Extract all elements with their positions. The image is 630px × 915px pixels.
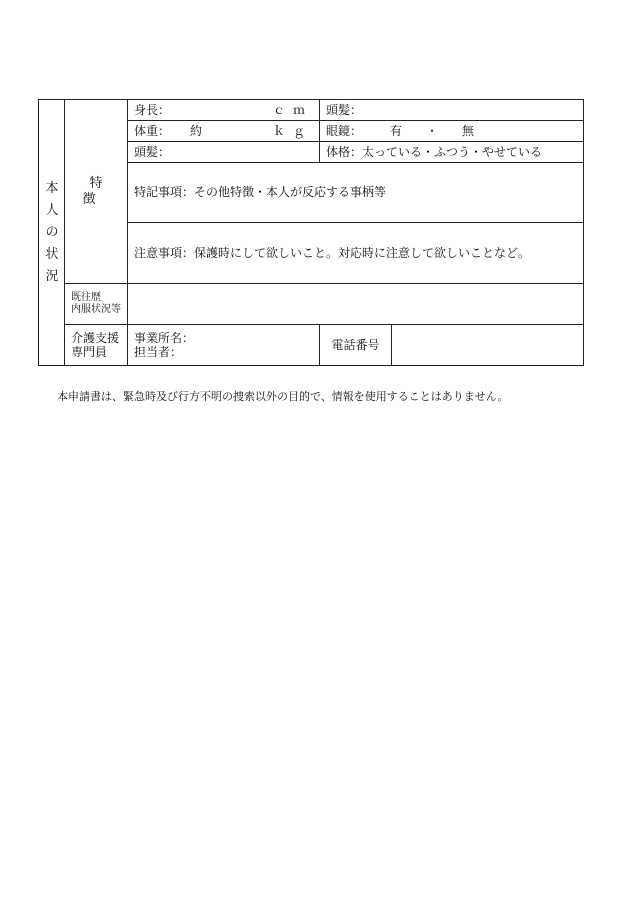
height-field[interactable]: [128, 100, 320, 121]
phone-field[interactable]: [392, 325, 584, 366]
height-label: 身長：: [134, 102, 171, 117]
care-office-field[interactable]: [128, 325, 320, 366]
glasses-no-option[interactable]: 無: [462, 123, 475, 138]
weight-approx: 約: [190, 123, 203, 138]
glasses-field[interactable]: [320, 121, 584, 142]
office-label: 事業所名：: [134, 330, 195, 345]
special-notes-field[interactable]: [128, 163, 584, 223]
history-label-cell: [65, 284, 128, 325]
feature-label: 特徴: [82, 175, 117, 207]
glasses-label: 眼鏡：: [326, 123, 363, 138]
caution-notes-field[interactable]: [128, 223, 584, 284]
person-label: 担当者：: [134, 345, 183, 359]
glasses-separator: ・: [426, 123, 439, 138]
feature-label-cell: [65, 100, 128, 284]
build-options[interactable]: 太っている・ふつう・やせている: [362, 144, 543, 159]
caution-notes-label: 注意事項：保護時にして欲しいこと。対応時に注意して欲しいことなど。: [134, 245, 531, 260]
hair-field-2[interactable]: [128, 142, 320, 163]
care-label-line2: 専門員: [71, 345, 108, 359]
hair-field-1[interactable]: [320, 100, 584, 121]
height-unit: ｃｍ: [272, 102, 313, 117]
footer-note: 本申請書は、緊急時及び行方不明の捜索以外の目的で、情報を使用することはありません。: [57, 390, 509, 403]
weight-unit: ｋｇ: [272, 123, 313, 138]
history-field[interactable]: [128, 284, 584, 325]
history-label-line2: 内服状況等: [71, 304, 121, 315]
hair-label-2: 頭髪：: [134, 144, 171, 159]
build-field[interactable]: [320, 142, 584, 163]
section-label-cell: [39, 100, 65, 366]
weight-field[interactable]: [128, 121, 320, 142]
personal-status-form: [38, 99, 584, 366]
care-manager-label-cell: [65, 325, 128, 366]
history-label-line1: 既往歴: [71, 292, 101, 303]
special-notes-label: 特記事項：その他特徴・本人が反応する事柄等: [134, 185, 387, 200]
weight-label: 体重：: [134, 123, 171, 138]
care-label-line1: 介護支援: [71, 330, 120, 345]
hair-label-1: 頭髪：: [326, 102, 363, 117]
phone-label-cell: [320, 325, 392, 366]
section-label: 本人の状況: [45, 180, 59, 284]
phone-label: 電話番号: [331, 337, 380, 352]
build-label: 体格：: [326, 144, 363, 159]
glasses-yes-option[interactable]: 有: [390, 123, 403, 138]
